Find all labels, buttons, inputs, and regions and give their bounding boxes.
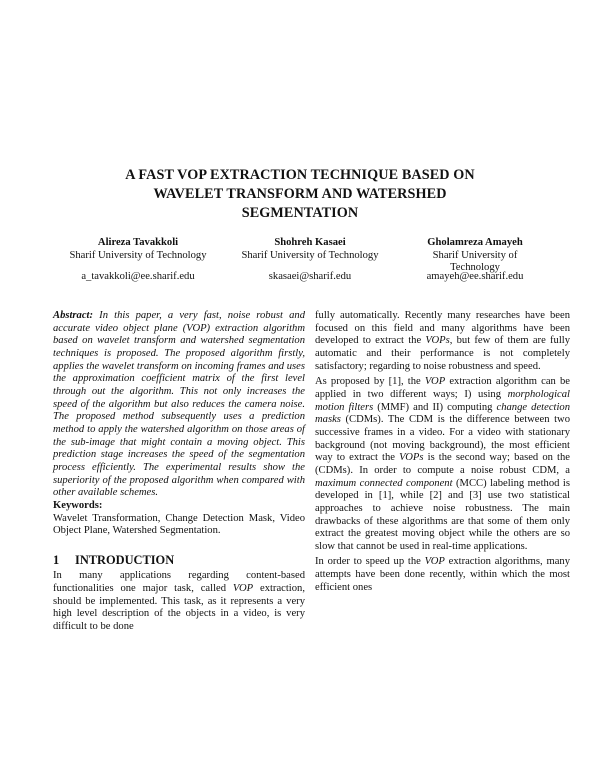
intro-paragraph — [53, 570, 305, 633]
author-name: Gholamreza Amayeh — [427, 237, 523, 248]
paragraph-2 — [315, 376, 570, 553]
keywords-text: Wavelet Transformation, Change Detection Mask, Video Object Plane, Watershed Segmentation. — [53, 512, 305, 537]
author-affiliation-line-1: Sharif University of — [432, 249, 518, 261]
abstract-text: In this paper, a very fast, noise robust and accurate video object plane (VOP) extraction algorithm based on wavelet transform and watershed segmentation techniques is proposed. The proposed algorithm firstly, applies the wavelet transform on incoming frames and uses the approximation coefficient matrix of the first level through out the algorithm. This not only increases the speed of the algorithm but also reduces the camera noise. The proposed method subsequently uses a prediction method to apply the watershed algorithm on those areas of the sub-image that might contain a moving object. This prediction stage increases the speed of the segmentation process efficiently. The experimental results show the superiority of the proposed algorithm when compared with other available schemes. — [53, 310, 305, 499]
keywords-label: Keywords: — [53, 499, 103, 511]
text-run: fully automatically. Recently many researches have been focused on this field and many algorithms have been developed to extract the — [315, 310, 570, 347]
abstract — [53, 310, 305, 500]
text-run: extraction, should be implemented. This task, as it represents a very high level description of the objects in a video, is very difficult to be done — [53, 583, 305, 633]
section-heading — [53, 554, 305, 567]
author-email: a_tavakkoli@ee.sharif.edu — [81, 271, 195, 282]
abstract-label: Abstract: — [53, 310, 94, 321]
author-name: Shohreh Kasaei — [274, 237, 346, 248]
title-line-1: A FAST VOP EXTRACTION TECHNIQUE BASED ON — [125, 167, 475, 183]
text-run: (MCC) labeling method is developed in [1], while [2] and [3] use two statistical approaches to achieve noise robustness. The main drawbacks of these algorithms are that some of them only extract the greatest moving object while the others are so slow that cannot be used in real-time applications. — [315, 477, 570, 552]
text-run: extraction algorithm can be applied in two different ways; I) using — [315, 376, 571, 400]
paper-title — [0, 166, 600, 223]
author-affiliation-line-2: Technology — [450, 262, 500, 274]
paragraph-1 — [315, 310, 570, 373]
title-line-2: WAVELET TRANSFORM AND WATERSHED — [153, 186, 447, 202]
section-title: INTRODUCTION — [75, 552, 175, 567]
text-run-italic: VOPs — [399, 452, 424, 464]
text-run-italic: VOP — [232, 583, 254, 595]
text-run: As proposed by [1], the — [315, 376, 425, 388]
text-run: extraction algorithms, many attempts have been done recently, within which the most efficient ones — [315, 556, 570, 593]
text-run-italic: VOP — [424, 376, 446, 388]
author-1 — [53, 237, 223, 282]
author-name: Alireza Tavakkoli — [97, 237, 179, 248]
text-run-italic: VOP — [424, 556, 445, 568]
author-3 — [390, 237, 560, 282]
left-column — [53, 310, 305, 634]
text-run: In many applications regarding content-based functionalities one major task, called — [53, 570, 305, 595]
right-column — [315, 310, 570, 594]
author-affiliation: Sharif University of Technology — [241, 249, 379, 261]
text-run-italic: maximum connected component — [315, 477, 453, 489]
text-run: is the second way; based on the (CDMs). In order to compute a noise robust CDM, a — [315, 452, 570, 476]
section-number: 1 — [53, 552, 60, 567]
author-affiliation: Sharif University of Technology — [69, 249, 207, 261]
text-run: (MMF) and II) computing — [373, 401, 497, 413]
author-email: amayeh@ee.sharif.edu — [426, 271, 524, 282]
text-run: (CDMs). The CDM is the difference between two successive frames in a video. For a video with stationary background (not moving background), the most efficient way to extract the — [315, 414, 570, 464]
text-run-italic: change detection masks — [315, 401, 570, 426]
author-2 — [225, 237, 395, 282]
paragraph-3 — [315, 556, 570, 594]
text-run: , but few of them are fully automatic and their performance is not completely satisfactory; regarding to noise robustness and speed. — [315, 335, 570, 372]
text-run-italic: VOPs — [425, 335, 450, 347]
text-run: In order to speed up the — [315, 556, 425, 568]
author-email: skasaei@sharif.edu — [268, 271, 352, 282]
text-run-italic: morphological motion filters — [315, 388, 570, 413]
title-line-3: SEGMENTATION — [241, 205, 359, 221]
